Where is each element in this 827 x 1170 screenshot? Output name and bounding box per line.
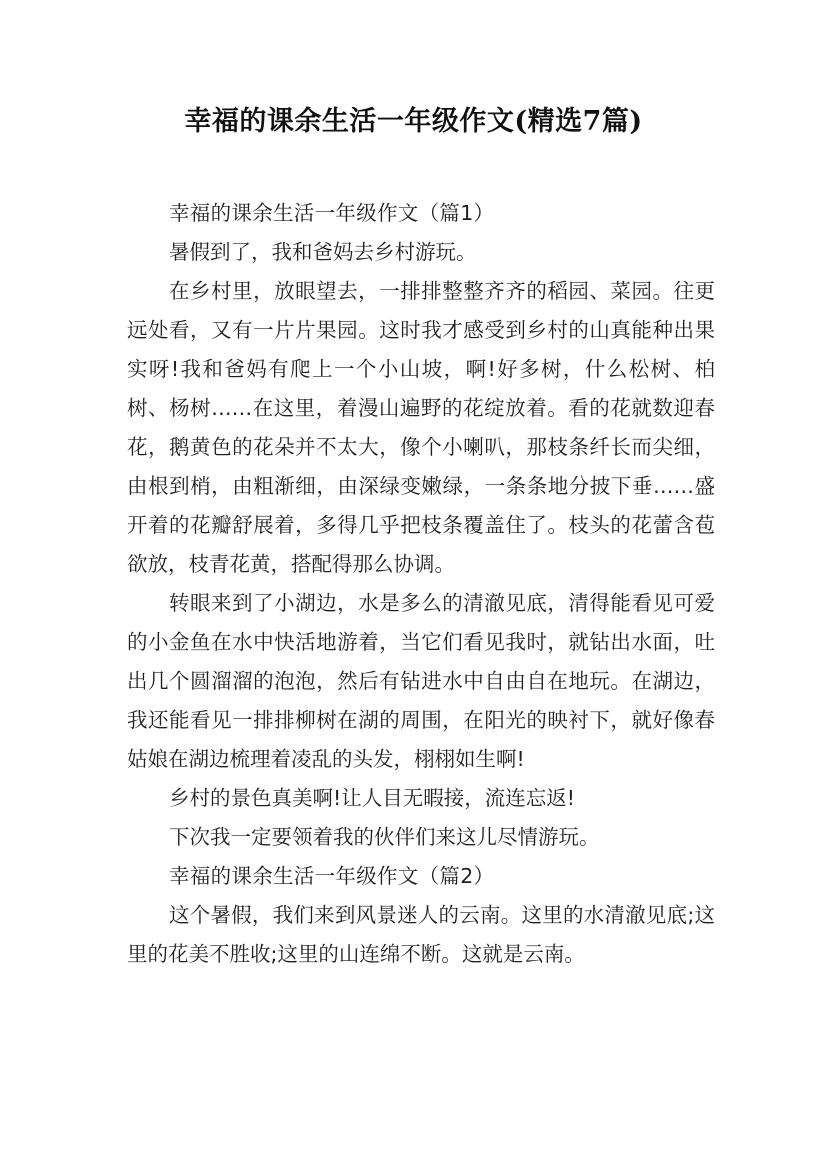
paragraph-5: 下次我一定要领着我的伙伴们来这儿尽情游玩。 <box>169 825 600 849</box>
paragraph-6: 这个暑假，我们来到风景迷人的云南。这里的水清澈见底;这里的花美不胜收;这里的山连绵不断。这就是云南。 <box>127 903 715 966</box>
paragraph-1: 暑假到了，我和爸妈去乡村游玩。 <box>169 240 477 264</box>
paragraph-4: 乡村的景色真美啊!让人目无暇接，流连忘返! <box>169 786 575 810</box>
paragraph-3: 转眼来到了小湖边，水是多么的清澈见底，清得能看见可爱的小金鱼在水中快活地游着，当它们看见我时，就钻出水面，吐出几个圆溜溜的泡泡，然后有钻进水中自由自在地玩。在湖边，我还能看见一排排柳树在湖的周围，在阳光的映衬下，就好像春姑娘在湖边梳理着凌乱的头发，栩栩如生啊! <box>127 591 715 771</box>
document-body <box>127 194 715 974</box>
section-heading-1: 幸福的课余生活一年级作文（篇1） <box>169 201 495 225</box>
document-title: 幸福的课余生活一年级作文(精选7篇) <box>184 106 643 137</box>
paragraph-2: 在乡村里，放眼望去，一排排整整齐齐的稻园、菜园。往更远处看，又有一片片果园。这时我才感受到乡村的山真能种出果实呀!我和爸妈有爬上一个小山坡，啊!好多树，什么松树、柏树、杨树……在这里，着漫山遍野的花绽放着。看的花就数迎春花，鹅黄色的花朵并不太大，像个小喇叭，那枝条纤长而尖细，由根到梢，由粗渐细，由深绿变嫩绿，一条条地分披下垂……盛开着的花瓣舒展着，多得几乎把枝条覆盖住了。枝头的花蕾含苞欲放，枝青花黄，搭配得那么协调。 <box>127 279 715 576</box>
section-heading-2: 幸福的课余生活一年级作文（篇2） <box>169 864 495 888</box>
